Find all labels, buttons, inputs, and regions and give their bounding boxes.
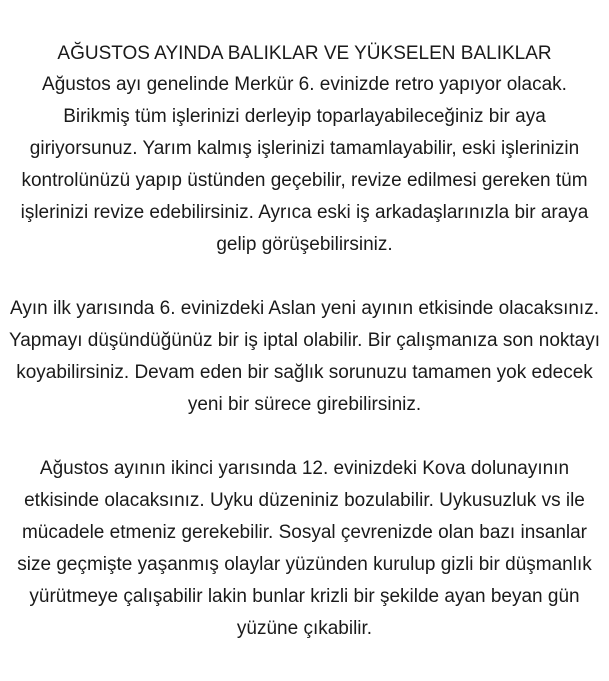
paragraph-aquarius-full-moon: Ağustos ayının ikinci yarısında 12. evinizdeki Kova dolunayının etkisinde olacaksınız. Uyku düzeniniz bozulabilir. Uykusuzluk vs ile mücadele etmeniz gerekebilir. Sosyal çevrenizde olan bazı insanlar size geçmişte yaşanmış olaylar yüzünden kurulup gizli bir düşmanlık yürütmeye çalışabilir lakin bunlar krizli bir şekilde ayan beyan gün yüzüne çıkabilir. bbox=[17, 458, 592, 639]
paragraph-spacer bbox=[8, 421, 601, 453]
paragraph-mercury-retro: Ağustos ayı genelinde Merkür 6. evinizde retro yapıyor olacak. Birikmiş tüm işlerinizi derleyip toparlayabileceğiniz bir aya giriyorsunuz. Yarım kalmış işlerinizi tamamlayabilir, eski işlerinizin kontrolünüzü yapıp üstünden geçebilir, revize edilmesi gereken tüm işlerinizi revize edebilirsiniz. Ayrıca eski iş arkadaşlarınızla bir araya gelip görüşebilirsiniz. bbox=[20, 74, 589, 255]
paragraph-leo-new-moon: Ayın ilk yarısında 6. evinizdeki Aslan yeni ayının etkisinde olacaksınız. Yapmayı düşündüğünüz bir iş iptal olabilir. Bir çalışmanıza son noktayı koyabilirsiniz. Devam eden bir sağlık sorunuzu tamamen yok edecek yeni bir sürece girebilirsiniz. bbox=[8, 298, 601, 415]
article-title: AĞUSTOS AYINDA BALIKLAR VE YÜKSELEN BALIKLAR bbox=[57, 43, 552, 64]
paragraph-spacer bbox=[8, 261, 601, 293]
